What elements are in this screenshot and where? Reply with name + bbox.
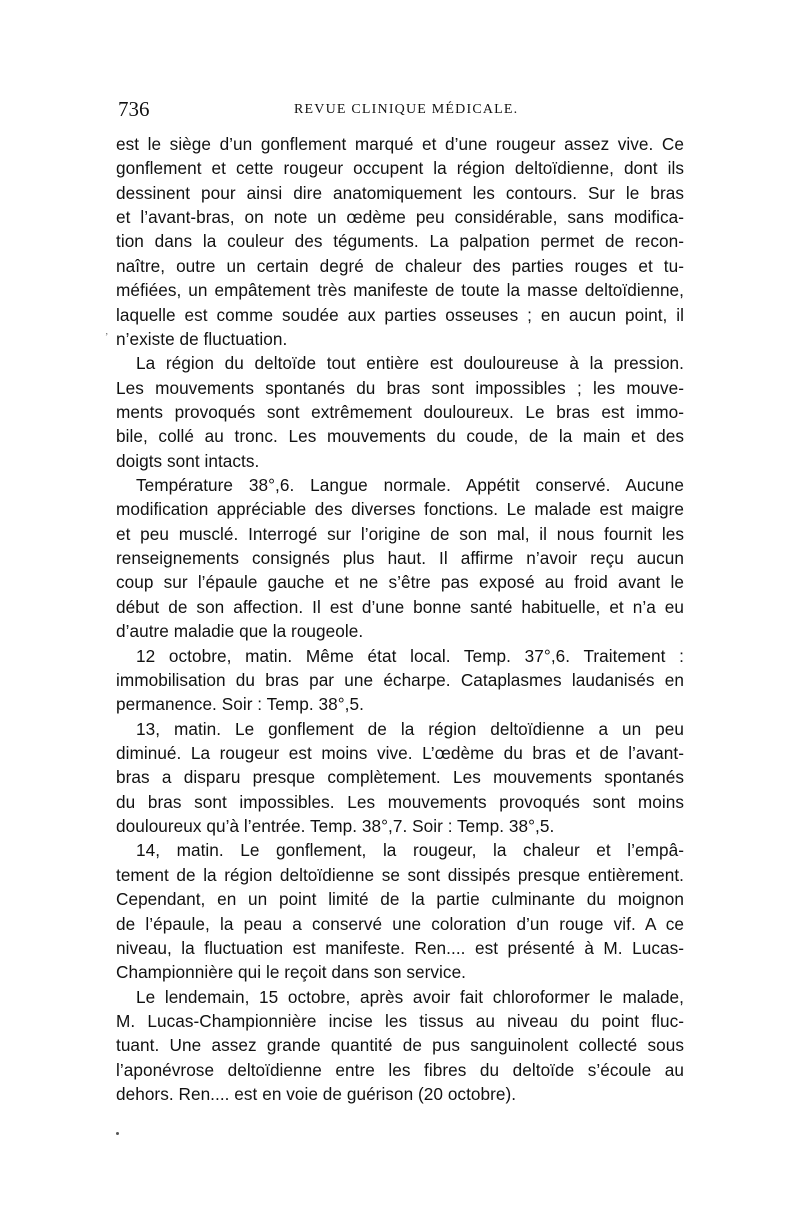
text-line: est le siège d’un gonflement marqué et d’une rougeur assez vive. Ce bbox=[116, 134, 684, 154]
text-line: M. Lucas-Championnière incise les tissus au niveau du point fluc- bbox=[116, 1010, 684, 1031]
page-number: 736 bbox=[118, 97, 150, 121]
text-line: tement de la région deltoïdienne se sont dissipés presque entièrement. bbox=[116, 864, 684, 885]
text-line: La région du deltoïde tout entière est douloureuse à la pression. bbox=[136, 353, 684, 374]
text-line: 14, matin. Le gonflement, la rougeur, la chaleur et l’empâ- bbox=[136, 840, 684, 861]
text-line: coup sur l’épaule gauche et ne s’être pas exposé au froid avant le bbox=[116, 572, 684, 593]
running-head: REVUE CLINIQUE MÉDICALE. bbox=[294, 102, 519, 117]
text-line: de l’épaule, la peau a conservé une coloration d’un rouge vif. A ce bbox=[116, 913, 684, 934]
page-speck bbox=[116, 1132, 119, 1135]
text-line: dehors. Ren.... est en voie de guérison (20 octobre). bbox=[116, 1084, 517, 1105]
text-line: douloureux qu’à l’entrée. Temp. 38°,7. Soir : Temp. 38°,5. bbox=[116, 816, 555, 837]
text-line: début de son affection. Il est d’une bonne santé habituelle, et n’a eu bbox=[116, 596, 684, 617]
text-line: tuant. Une assez grande quantité de pus sanguinolent collecté sous bbox=[116, 1035, 684, 1056]
text-line: tion dans la couleur des téguments. La palpation permet de recon- bbox=[116, 231, 684, 252]
text-line: et l’avant-bras, on note un œdème peu considérable, sans modifica- bbox=[116, 207, 684, 228]
text-line: bile, collé au tronc. Les mouvements du coude, de la main et des bbox=[116, 426, 684, 447]
text-line: dessinent pour ainsi dire anatomiquement les contours. Sur le bras bbox=[116, 182, 684, 203]
text-line: Température 38°,6. Langue normale. Appétit conservé. Aucune bbox=[136, 475, 684, 496]
text-line: laquelle est comme soudée aux parties osseuses ; en aucun point, il bbox=[116, 304, 684, 325]
text-line: méfiées, un empâtement très manifeste de toute la masse deltoïdienne, bbox=[116, 280, 684, 301]
text-line: Cependant, en un point limité de la partie culminante du moignon bbox=[116, 889, 684, 910]
page-header bbox=[118, 96, 684, 122]
body-text bbox=[116, 132, 684, 1106]
text-line: et peu musclé. Interrogé sur l’origine de son mal, il nous fournit les bbox=[116, 523, 684, 544]
text-line: doigts sont intacts. bbox=[116, 450, 260, 471]
text-line: bras a disparu presque complètement. Les mouvements spontanés bbox=[116, 767, 684, 788]
text-line: du bras sont impossibles. Les mouvements provoqués sont moins bbox=[116, 791, 684, 812]
text-line: modification appréciable des diverses fonctions. Le malade est maigre bbox=[116, 499, 684, 520]
text-line: n’existe de fluctuation. bbox=[116, 328, 288, 349]
text-line: niveau, la fluctuation est manifeste. Ren.... est présenté à M. Lucas- bbox=[116, 937, 684, 958]
text-line: gonflement et cette rougeur occupent la région deltoïdienne, dont ils bbox=[116, 158, 684, 179]
text-line: immobilisation du bras par une écharpe. Cataplasmes laudanisés en bbox=[116, 669, 684, 690]
text-line: Le lendemain, 15 octobre, après avoir fait chloroformer le malade, bbox=[136, 986, 684, 1007]
text-line: Les mouvements spontanés du bras sont impossibles ; les mouve- bbox=[116, 377, 684, 398]
text-line: permanence. Soir : Temp. 38°,5. bbox=[116, 694, 364, 715]
text-line: d’autre maladie que la rougeole. bbox=[116, 621, 364, 642]
text-line: 13, matin. Le gonflement de la région deltoïdienne a un peu bbox=[136, 718, 684, 739]
text-line: renseignements consignés plus haut. Il affirme n’avoir reçu aucun bbox=[116, 548, 684, 569]
text-line: naître, outre un certain degré de chaleur des parties rouges et tu- bbox=[116, 255, 684, 276]
text-line: l’aponévrose deltoïdienne entre les fibres du deltoïde s’écoule au bbox=[116, 1059, 684, 1080]
text-line: Championnière qui le reçoit dans son service. bbox=[116, 962, 467, 983]
text-line: ments provoqués sont extrêmement douloureux. Le bras est immo- bbox=[116, 401, 684, 422]
text-line: diminué. La rougeur est moins vive. L’œdème du bras et de l’avant- bbox=[116, 742, 684, 763]
text-line: 12 octobre, matin. Même état local. Temp. 37°,6. Traitement : bbox=[136, 645, 684, 666]
margin-mark: ’ bbox=[105, 332, 109, 343]
